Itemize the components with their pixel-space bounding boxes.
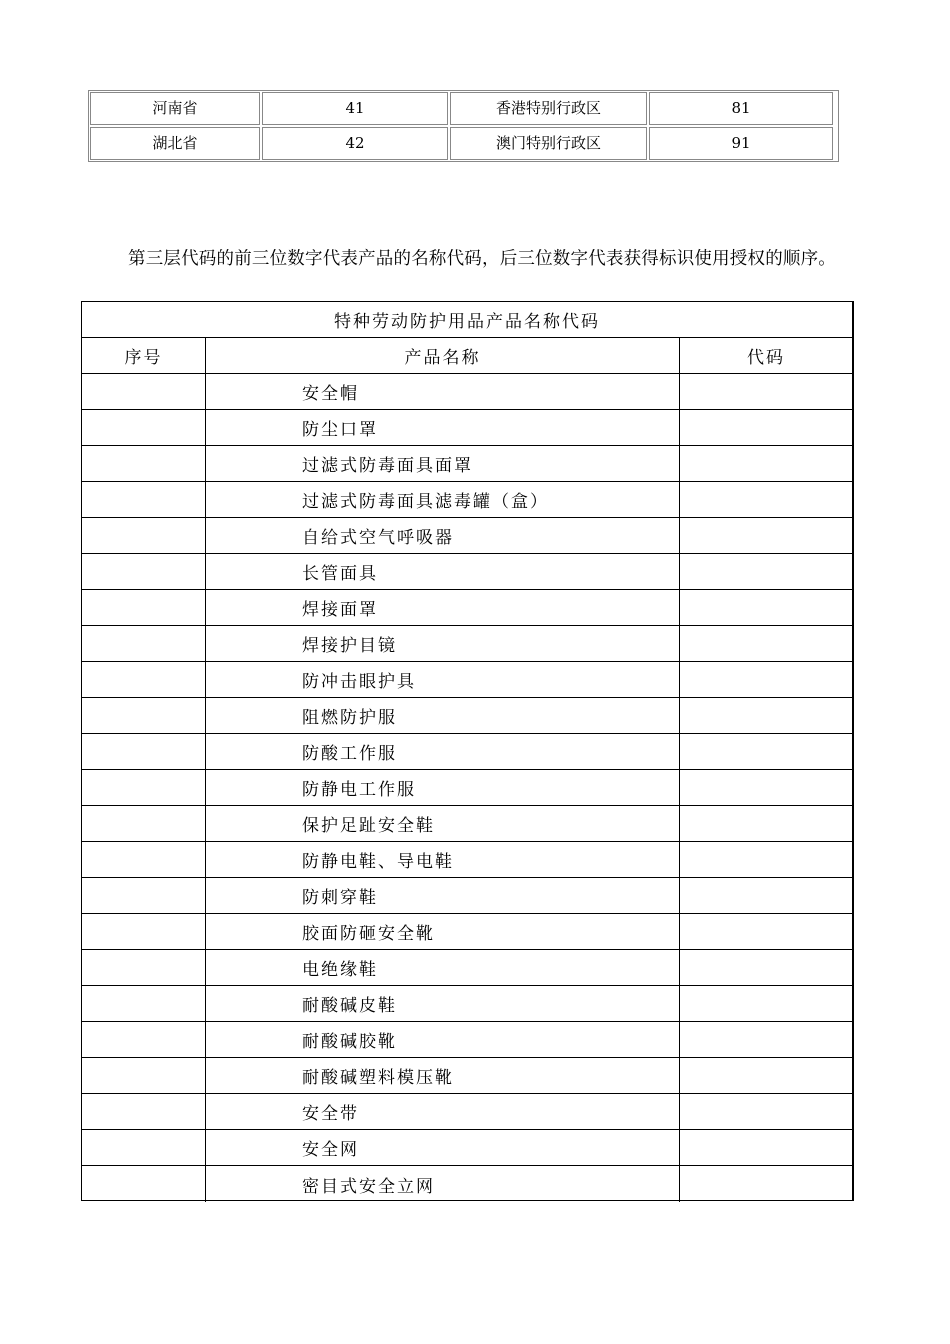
product-name-cell: 防静电鞋、导电鞋	[206, 842, 680, 877]
table-row	[82, 374, 852, 410]
row-no-cell	[82, 1058, 206, 1093]
product-code-cell	[680, 986, 852, 1021]
row-no-cell	[82, 374, 206, 409]
product-name-cell: 安全带	[206, 1094, 680, 1129]
table-row	[89, 91, 838, 126]
product-name-code-table	[81, 301, 854, 1201]
product-name-cell: 过滤式防毒面具滤毒罐（盒）	[206, 482, 680, 517]
product-code-cell	[680, 842, 852, 877]
row-no-cell	[82, 482, 206, 517]
product-name-cell: 安全网	[206, 1130, 680, 1165]
province-code-cell: 41	[262, 92, 448, 125]
product-name-cell: 胶面防砸安全靴	[206, 914, 680, 949]
product-code-cell	[680, 374, 852, 409]
body-paragraph: 第三层代码的前三位数字代表产品的名称代码，后三位数字代表获得标识使用授权的顺序。	[128, 248, 836, 269]
product-code-cell	[680, 914, 852, 949]
table-row	[82, 734, 852, 770]
table-row	[82, 1022, 852, 1058]
table-row	[82, 1130, 852, 1166]
table-row	[82, 878, 852, 914]
row-no-cell	[82, 770, 206, 805]
product-name-cell: 防静电工作服	[206, 770, 680, 805]
row-no-cell	[82, 698, 206, 733]
region-code-table	[88, 90, 839, 162]
product-name-cell: 阻燃防护服	[206, 698, 680, 733]
row-no-cell	[82, 1166, 206, 1202]
row-no-cell	[82, 986, 206, 1021]
product-name-cell: 焊接面罩	[206, 590, 680, 625]
table-row	[82, 806, 852, 842]
table-row	[82, 1094, 852, 1130]
product-name-cell: 电绝缘鞋	[206, 950, 680, 985]
header-name: 产品名称	[206, 338, 680, 373]
product-name-cell: 安全帽	[206, 374, 680, 409]
region-cell: 香港特别行政区	[450, 92, 647, 125]
row-no-cell	[82, 1094, 206, 1129]
row-no-cell	[82, 554, 206, 589]
product-name-cell: 防刺穿鞋	[206, 878, 680, 913]
table-row	[82, 554, 852, 590]
table-row	[82, 482, 852, 518]
region-cell: 澳门特别行政区	[450, 127, 647, 160]
row-no-cell	[82, 590, 206, 625]
product-code-cell	[680, 446, 852, 481]
product-name-cell: 耐酸碱皮鞋	[206, 986, 680, 1021]
product-code-cell	[680, 482, 852, 517]
table-row	[82, 842, 852, 878]
product-name-cell: 防尘口罩	[206, 410, 680, 445]
row-no-cell	[82, 734, 206, 769]
row-no-cell	[82, 626, 206, 661]
table-row	[82, 914, 852, 950]
table-row	[82, 590, 852, 626]
product-name-cell: 自给式空气呼吸器	[206, 518, 680, 553]
product-name-cell: 焊接护目镜	[206, 626, 680, 661]
product-rows	[82, 374, 852, 1202]
product-name-cell: 密目式安全立网	[206, 1166, 680, 1202]
product-code-cell	[680, 1022, 852, 1057]
product-code-cell	[680, 1166, 852, 1202]
row-no-cell	[82, 446, 206, 481]
table-row	[82, 986, 852, 1022]
header-no: 序号	[82, 338, 206, 373]
region-code-cell: 91	[649, 127, 833, 160]
product-code-cell	[680, 518, 852, 553]
region-code-cell: 81	[649, 92, 833, 125]
table-header-row	[82, 338, 852, 374]
product-code-cell	[680, 662, 852, 697]
product-code-cell	[680, 806, 852, 841]
row-no-cell	[82, 1022, 206, 1057]
row-no-cell	[82, 662, 206, 697]
product-name-cell: 耐酸碱胶靴	[206, 1022, 680, 1057]
product-name-cell: 防酸工作服	[206, 734, 680, 769]
product-code-cell	[680, 626, 852, 661]
product-code-cell	[680, 1058, 852, 1093]
product-code-cell	[680, 770, 852, 805]
product-name-cell: 长管面具	[206, 554, 680, 589]
product-code-cell	[680, 698, 852, 733]
table-row	[82, 662, 852, 698]
product-name-cell: 保护足趾安全鞋	[206, 806, 680, 841]
row-no-cell	[82, 950, 206, 985]
table-row	[82, 770, 852, 806]
table-row	[82, 1058, 852, 1094]
product-code-cell	[680, 734, 852, 769]
province-cell: 河南省	[90, 92, 260, 125]
table-row	[82, 410, 852, 446]
table-row	[82, 626, 852, 662]
product-code-cell	[680, 554, 852, 589]
table-row	[82, 1166, 852, 1202]
table-row	[82, 518, 852, 554]
row-no-cell	[82, 518, 206, 553]
row-no-cell	[82, 1130, 206, 1165]
product-code-cell	[680, 950, 852, 985]
product-code-cell	[680, 410, 852, 445]
row-no-cell	[82, 806, 206, 841]
product-code-cell	[680, 878, 852, 913]
table-row	[82, 698, 852, 734]
row-no-cell	[82, 878, 206, 913]
header-code: 代码	[747, 348, 785, 368]
product-code-cell	[680, 1094, 852, 1129]
product-name-cell: 防冲击眼护具	[206, 662, 680, 697]
row-no-cell	[82, 842, 206, 877]
row-no-cell	[82, 914, 206, 949]
product-name-cell: 耐酸碱塑料模压靴	[206, 1058, 680, 1093]
product-code-cell	[680, 590, 852, 625]
table-row	[89, 126, 838, 161]
table-row	[82, 950, 852, 986]
table-title: 特种劳动防护用品产品名称代码	[82, 302, 852, 338]
province-cell: 湖北省	[90, 127, 260, 160]
table-row	[82, 446, 852, 482]
province-code-cell: 42	[262, 127, 448, 160]
product-name-cell: 过滤式防毒面具面罩	[206, 446, 680, 481]
product-code-cell	[680, 1130, 852, 1165]
row-no-cell	[82, 410, 206, 445]
